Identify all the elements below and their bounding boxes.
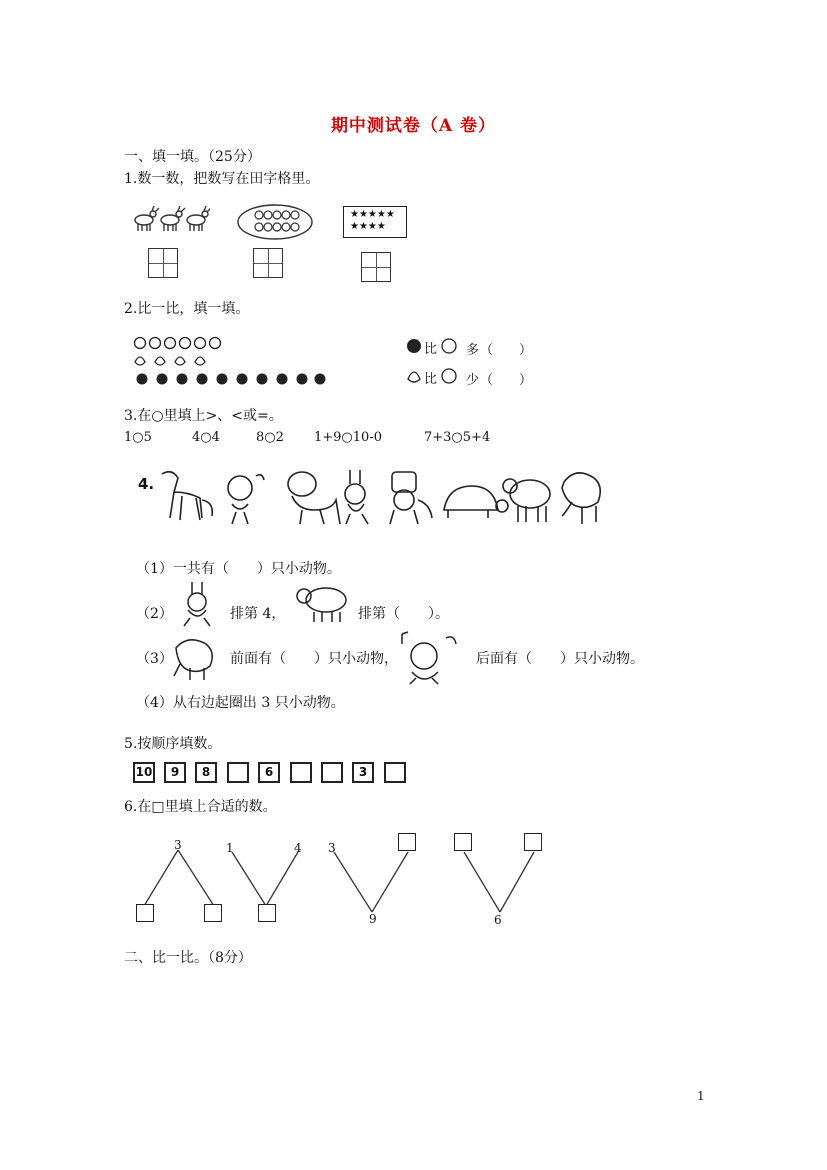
stars-box bbox=[343, 206, 407, 238]
q4-sub2-question[interactable]: 排第（ ）。 bbox=[358, 606, 449, 622]
q2-line1-word: 多 bbox=[466, 343, 480, 358]
q4-sub3-behind[interactable]: 后面有（ ）只小动物。 bbox=[476, 651, 644, 667]
q2-line1-answer[interactable]: （ ） bbox=[480, 343, 533, 358]
singing-dog-icon bbox=[396, 628, 462, 686]
goats-picture bbox=[132, 204, 210, 234]
q2-line2-answer[interactable]: （ ） bbox=[480, 373, 533, 388]
tian-grid-answer-3[interactable] bbox=[361, 252, 391, 282]
bond-2-right-number: 4 bbox=[294, 841, 302, 855]
q1-instruction: 1.数一数，把数写在田字格里。 bbox=[124, 171, 320, 187]
sequence-box-2: 9 bbox=[164, 762, 186, 783]
q4-sub2-rank: 排第 4， bbox=[230, 606, 286, 622]
fruit-rows-picture bbox=[130, 334, 330, 390]
bond-2-left-number: 1 bbox=[226, 841, 234, 855]
dark-apple-icon bbox=[404, 336, 424, 354]
sequence-box-3: 8 bbox=[195, 762, 217, 783]
q5-instruction: 5.按顺序填数。 bbox=[124, 736, 222, 752]
sequence-box-1: 10 bbox=[133, 762, 155, 783]
bond-3-right-box[interactable] bbox=[398, 833, 416, 851]
apples-picture bbox=[236, 203, 314, 241]
bond-3-bottom-number: 9 bbox=[369, 912, 377, 926]
sequence-box-8: 3 bbox=[352, 762, 374, 783]
leaf-fruit-icon bbox=[404, 365, 424, 385]
q4-sub4[interactable]: （4）从右边起圈出 3 只小动物。 bbox=[136, 695, 345, 711]
q3-item-1[interactable]: 1○5 bbox=[124, 430, 152, 445]
q3-item-3[interactable]: 8○2 bbox=[256, 430, 284, 445]
bond-1-right-box[interactable] bbox=[204, 904, 222, 922]
q2-instruction: 2.比一比，填一填。 bbox=[124, 301, 250, 317]
q4-sub1[interactable]: （1）一共有（ ）只小动物。 bbox=[136, 561, 341, 577]
q3-instruction: 3.在○里填上>、<或=。 bbox=[124, 408, 283, 424]
sheep-icon bbox=[292, 582, 352, 624]
sequence-box-4[interactable] bbox=[227, 762, 249, 783]
q3-item-5[interactable]: 7+3○5+4 bbox=[424, 430, 491, 445]
q2-line2-compare: 比 bbox=[424, 372, 438, 387]
tian-grid-answer-1[interactable] bbox=[148, 248, 178, 278]
q3-item-2[interactable]: 4○4 bbox=[192, 430, 220, 445]
q3-item-4[interactable]: 1+9○10-0 bbox=[314, 430, 382, 445]
apple-icon bbox=[439, 336, 459, 354]
q4-sub2-label: （2） bbox=[136, 606, 173, 622]
bond-2-bottom-box[interactable] bbox=[258, 904, 276, 922]
stars-row-2: ★★★★ bbox=[350, 221, 386, 232]
section-1-heading: 一、填一填。（25分） bbox=[124, 149, 261, 165]
tian-grid-answer-2[interactable] bbox=[253, 248, 283, 278]
bond-1-top-number: 3 bbox=[174, 838, 182, 852]
bond-3-left-number: 3 bbox=[328, 841, 336, 855]
bond-4-left-box[interactable] bbox=[454, 833, 472, 851]
bond-1-left-box[interactable] bbox=[136, 904, 154, 922]
bond-4-right-box[interactable] bbox=[524, 833, 542, 851]
sequence-box-6[interactable] bbox=[290, 762, 312, 783]
page-number: 1 bbox=[697, 1089, 705, 1103]
elephant-icon bbox=[170, 634, 222, 682]
rabbit-icon bbox=[176, 580, 220, 628]
section-2-heading: 二、比一比。（8分） bbox=[124, 950, 252, 966]
q2-line2-word: 少 bbox=[466, 373, 480, 388]
sequence-box-7[interactable] bbox=[321, 762, 343, 783]
q6-instruction: 6.在□里填上合适的数。 bbox=[124, 799, 277, 815]
q4-sub3-label: （3） bbox=[136, 651, 173, 667]
q2-line1-compare: 比 bbox=[424, 342, 438, 357]
stars-row-1: ★★★★★ bbox=[350, 209, 395, 220]
sequence-box-5: 6 bbox=[258, 762, 280, 783]
q4-sub3-front[interactable]: 前面有（ ）只小动物， bbox=[230, 651, 398, 667]
animals-row-picture bbox=[152, 466, 612, 542]
bond-4-bottom-number: 6 bbox=[494, 913, 502, 927]
apple-icon-2 bbox=[439, 366, 459, 384]
page-title: 期中测试卷（A 卷） bbox=[330, 116, 497, 136]
sequence-box-9[interactable] bbox=[384, 762, 406, 783]
q4-label: 4. bbox=[138, 475, 155, 493]
